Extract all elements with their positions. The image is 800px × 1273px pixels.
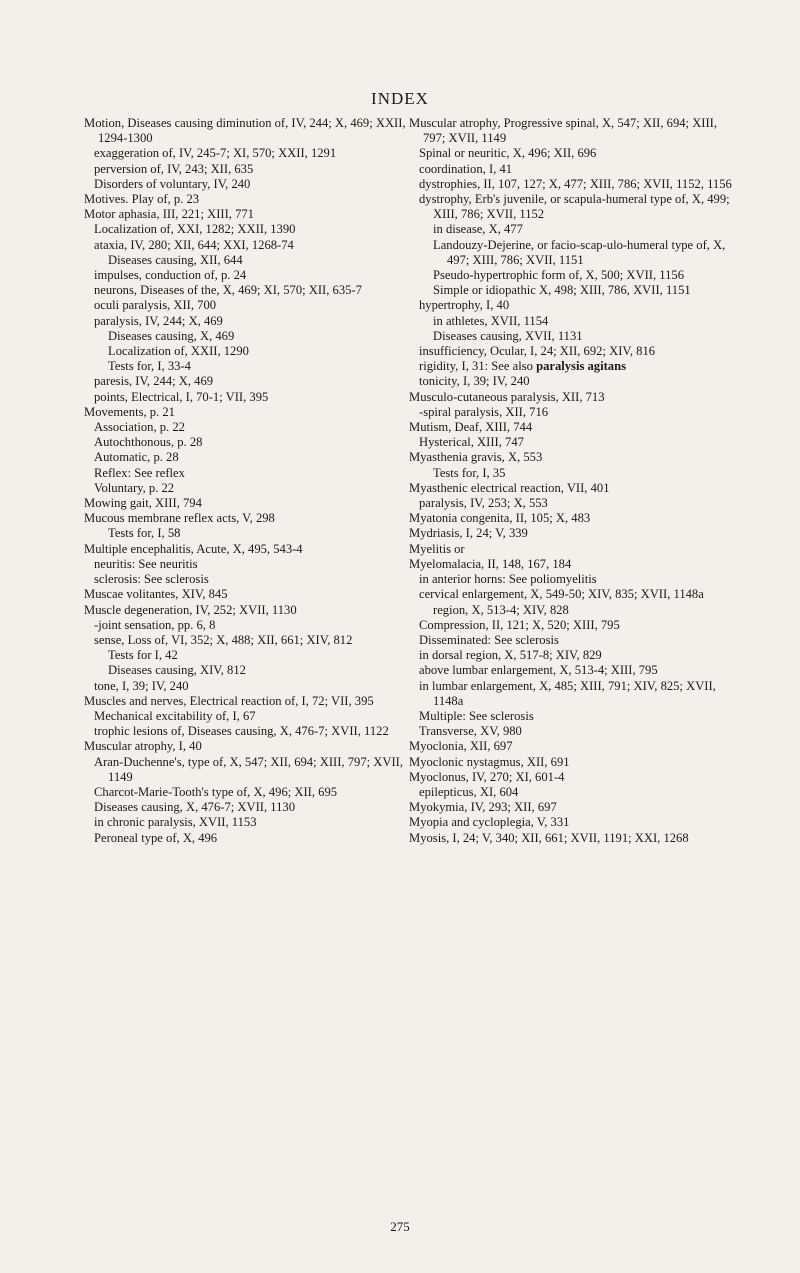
index-entry: cervical enlargement, X, 549-50; XIV, 835; XVII, 1148a xyxy=(419,587,704,602)
index-entry: Mowing gait, XIII, 794 xyxy=(84,496,202,511)
index-entry: Charcot-Marie-Tooth's type of, X, 496; XII, 695 xyxy=(94,784,338,799)
index-entry: in anterior horns: See poliomyelitis xyxy=(419,572,597,587)
index-entry: Diseases causing, XII, 644 xyxy=(108,252,243,267)
index-entry: dystrophy, Erb's juvenile, or scapula-humeral type of, X, 499; XIII, 786; XVII, 1152 xyxy=(419,192,730,222)
index-entry: Autochthonous, p. 28 xyxy=(94,435,203,450)
index-entry: Myoclonus, IV, 270; XI, 601-4 xyxy=(409,769,565,784)
index-entry: Voluntary, p. 22 xyxy=(94,480,175,495)
index-entry: epilepticus, XI, 604 xyxy=(419,784,519,799)
index-entry: Hysterical, XIII, 747 xyxy=(419,435,524,450)
index-column-right xyxy=(409,116,739,846)
index-entry: Mydriasis, I, 24; V, 339 xyxy=(409,526,528,541)
index-entry: Motives. Play of, p. 23 xyxy=(84,192,200,207)
index-entry: Myokymia, IV, 293; XII, 697 xyxy=(409,800,557,815)
index-entry: dystrophies, II, 107, 127; X, 477; XIII, 786; XVII, 1152, 1156 xyxy=(419,176,732,191)
index-entry: Pseudo-hypertrophic form of, X, 500; XVII, 1156 xyxy=(433,268,685,283)
index-entry: points, Electrical, I, 70-1; VII, 395 xyxy=(94,389,269,404)
index-entry: in lumbar enlargement, X, 485; XIII, 791; XIV, 825; XVII, 1148a xyxy=(419,678,716,708)
index-entry: Myopia and cycloplegia, V, 331 xyxy=(409,815,570,830)
index-entry: Localization of, XXI, 1282; XXII, 1390 xyxy=(94,222,296,237)
index-entry: -joint sensation, pp. 6, 8 xyxy=(94,617,216,632)
index-entry: Spinal or neuritic, X, 496; XII, 696 xyxy=(419,146,597,161)
page-title: INDEX xyxy=(371,89,429,108)
index-entry: Multiple: See sclerosis xyxy=(419,708,534,723)
index-entry: Motor aphasia, III, 221; XIII, 771 xyxy=(84,207,254,222)
index-entry: Myosis, I, 24; V, 340; XII, 661; XVII, 1191; XXI, 1268 xyxy=(409,830,689,845)
index-entry: Muscular atrophy, Progressive spinal, X, 547; XII, 694; XIII, 797; XVII, 1149 xyxy=(409,116,718,146)
index-entry: Myoclonia, XII, 697 xyxy=(409,739,513,754)
index-entry: Tests for, I, 35 xyxy=(433,465,506,480)
index-entry: Tests for, I, 58 xyxy=(108,526,181,541)
index-entry: Diseases causing, XVII, 1131 xyxy=(433,328,583,343)
index-column-left xyxy=(84,116,419,846)
index-entry: region, X, 513-4; XIV, 828 xyxy=(433,602,569,617)
index-entry: Myoclonic nystagmus, XII, 691 xyxy=(409,754,570,769)
index-entry: Peroneal type of, X, 496 xyxy=(94,830,218,845)
index-entry: Motion, Diseases causing diminution of, IV, 244; X, 469; XXII, 1294-1300 xyxy=(84,116,406,146)
index-entry: Muscae volitantes, XIV, 845 xyxy=(84,587,228,602)
index-entry: Transverse, XV, 980 xyxy=(419,724,522,739)
index-entry: Myatonia congenita, II, 105; X, 483 xyxy=(409,511,591,526)
index-entry: Movements, p. 21 xyxy=(84,404,175,419)
index-entry: sclerosis: See sclerosis xyxy=(94,572,209,587)
index-entry: paresis, IV, 244; X, 469 xyxy=(94,374,214,389)
index-entry: ataxia, IV, 280; XII, 644; XXI, 1268-74 xyxy=(94,237,294,252)
index-entry: Myelomalacia, II, 148, 167, 184 xyxy=(409,556,572,571)
index-entry: in athletes, XVII, 1154 xyxy=(433,313,549,328)
index-entry: Disorders of voluntary, IV, 240 xyxy=(94,176,251,191)
index-entry: Tests for, I, 33-4 xyxy=(108,359,191,374)
page-number: 275 xyxy=(390,1219,410,1234)
index-entry: Muscular atrophy, I, 40 xyxy=(84,739,202,754)
index-entry: Automatic, p. 28 xyxy=(94,450,179,465)
index-entry: Simple or idiopathic X, 498; XIII, 786, XVII, 1151 xyxy=(433,283,691,298)
index-entry: hypertrophy, I, 40 xyxy=(419,298,510,313)
index-entry: Mechanical excitability of, I, 67 xyxy=(94,708,256,723)
index-entry: Mucous membrane reflex acts, V, 298 xyxy=(84,511,275,526)
index-entry: coordination, I, 41 xyxy=(419,161,513,176)
index-entry: Tests for I, 42 xyxy=(108,648,178,663)
index-entry: Diseases causing, X, 469 xyxy=(108,328,235,343)
index-entry: in disease, X, 477 xyxy=(433,222,523,237)
index-entry: Landouzy-Dejerine, or facio-scap-ulo-humeral type of, X, 497; XIII, 786; XVII, 1151 xyxy=(433,237,726,267)
index-entry: trophic lesions of, Diseases causing, X, 476-7; XVII, 1122 xyxy=(94,724,389,739)
index-entry: neuritis: See neuritis xyxy=(94,556,198,571)
index-entry: above lumbar enlargement, X, 513-4; XIII, 795 xyxy=(419,663,658,678)
index-entry: Mutism, Deaf, XIII, 744 xyxy=(409,420,533,435)
index-entry: Localization of, XXII, 1290 xyxy=(108,344,249,359)
index-entry: Diseases causing, X, 476-7; XVII, 1130 xyxy=(94,800,295,815)
index-entry: Musculo-cutaneous paralysis, XII, 713 xyxy=(409,389,605,404)
index-entry: Reflex: See reflex xyxy=(94,465,185,480)
index-entry: neurons, Diseases of the, X, 469; XI, 570; XII, 635-7 xyxy=(94,283,362,298)
index-entry: tonicity, I, 39; IV, 240 xyxy=(419,374,530,389)
index-entry: Multiple encephalitis, Acute, X, 495, 543-4 xyxy=(84,541,303,556)
index-entry: Myasthenic electrical reaction, VII, 401 xyxy=(409,480,610,495)
index-entry: Compression, II, 121; X, 520; XIII, 795 xyxy=(419,617,620,632)
index-entry: exaggeration of, IV, 245-7; XI, 570; XXII, 1291 xyxy=(94,146,337,161)
index-entry: Disseminated: See sclerosis xyxy=(419,632,559,647)
index-entry: impulses, conduction of, p. 24 xyxy=(94,268,247,283)
index-entry: Association, p. 22 xyxy=(94,420,185,435)
index-entry: rigidity, I, 31: See also paralysis agitans xyxy=(419,359,626,374)
index-entry: Myelitis or xyxy=(409,541,465,556)
index-entry: oculi paralysis, XII, 700 xyxy=(94,298,217,313)
index-entry: tone, I, 39; IV, 240 xyxy=(94,678,189,693)
index-entry: Muscles and nerves, Electrical reaction of, I, 72; VII, 395 xyxy=(84,693,374,708)
index-entry: in chronic paralysis, XVII, 1153 xyxy=(94,815,257,830)
index-entry: paralysis, IV, 253; X, 553 xyxy=(419,496,548,511)
index-entry: Muscle degeneration, IV, 252; XVII, 1130 xyxy=(84,602,297,617)
index-entry: Aran-Duchenne's, type of, X, 547; XII, 694; XIII, 797; XVII, 1149 xyxy=(94,754,403,784)
index-entry: insufficiency, Ocular, I, 24; XII, 692; XIV, 816 xyxy=(419,344,656,359)
index-entry: Myasthenia gravis, X, 553 xyxy=(409,450,543,465)
index-entry: sense, Loss of, VI, 352; X, 488; XII, 661; XIV, 812 xyxy=(94,632,353,647)
index-entry: paralysis, IV, 244; X, 469 xyxy=(94,313,223,328)
index-entry: in dorsal region, X, 517-8; XIV, 829 xyxy=(419,648,602,663)
index-entry: perversion of, IV, 243; XII, 635 xyxy=(94,161,254,176)
index-entry: Diseases causing, XIV, 812 xyxy=(108,663,246,678)
index-entry: -spiral paralysis, XII, 716 xyxy=(419,404,549,419)
